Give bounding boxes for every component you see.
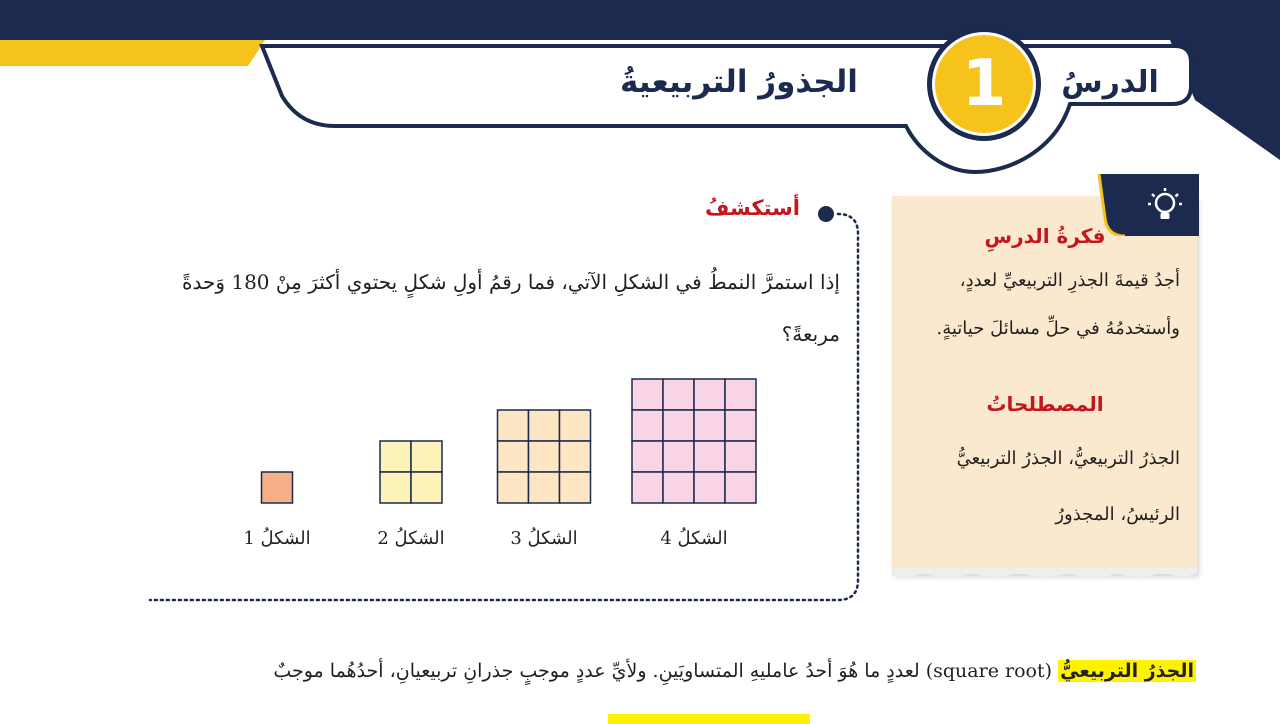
unit-square [694, 441, 725, 472]
unit-square [632, 441, 663, 472]
definition-paragraph [100, 652, 1196, 690]
unit-square [725, 410, 756, 441]
unit-square [725, 441, 756, 472]
figure-4-grid [632, 379, 756, 503]
unit-square [694, 410, 725, 441]
figure-1-grid [262, 472, 293, 503]
unit-square [498, 410, 529, 441]
figure-3-grid [498, 410, 591, 503]
figure-1-label: الشكلُ 1 [243, 528, 311, 549]
figure-2-grid [380, 441, 442, 503]
unit-square [380, 472, 411, 503]
unit-square [498, 472, 529, 503]
lesson-idea-line-2: وأستخدمُهُ في حلِّ مسائلَ حياتيةٍ. [936, 318, 1180, 339]
unit-square [529, 441, 560, 472]
unit-square [632, 379, 663, 410]
unit-square [632, 410, 663, 441]
unit-square [560, 441, 591, 472]
explore-heading: أستكشفُ [704, 196, 800, 220]
lesson-idea-heading: فكرةُ الدرسِ [984, 224, 1106, 248]
terms-heading: المصطلحاتُ [986, 392, 1104, 416]
unit-square [663, 379, 694, 410]
unit-square [380, 441, 411, 472]
lesson-title: الجذورُ التربيعيةُ [620, 64, 858, 100]
unit-square [694, 379, 725, 410]
unit-square [411, 472, 442, 503]
figure-4-label: الشكلُ 4 [660, 528, 728, 549]
unit-square [663, 472, 694, 503]
figure-2-label: الشكلُ 2 [377, 528, 445, 549]
unit-square [529, 472, 560, 503]
definition-english: (square root) [925, 660, 1053, 682]
definition-term: الجذرُ التربيعيُّ [1060, 660, 1194, 682]
unit-square [694, 472, 725, 503]
unit-square [663, 410, 694, 441]
figure-3-label: الشكلُ 3 [510, 528, 578, 549]
explore-question: إذا استمرَّ النمطُ في الشكلِ الآتي، فما رقمُ أولِ شكلٍ يحتوي أكثرَ مِنْ 180 وَحدةً مربعةً؟ [182, 270, 840, 346]
next-line-highlight [608, 714, 810, 724]
unit-square [725, 472, 756, 503]
unit-square [663, 441, 694, 472]
lesson-idea-line-1: أجدُ قيمةَ الجذرِ التربيعيِّ لعددٍ، [959, 270, 1180, 291]
lesson-number: 1 [961, 47, 1007, 121]
unit-square [560, 410, 591, 441]
unit-square [498, 441, 529, 472]
unit-square [529, 410, 560, 441]
card-torn-edge [892, 568, 1197, 582]
unit-square [262, 472, 293, 503]
lesson-label: الدرسُ [1061, 64, 1159, 100]
unit-square [411, 441, 442, 472]
unit-square [725, 379, 756, 410]
unit-square [632, 472, 663, 503]
unit-square [560, 472, 591, 503]
definition-text: لعددٍ ما هُوَ أحدُ عامليهِ المتساويَينِ. ولأيِّ عددٍ موجبٍ جذرانِ تربيعيانِ، أحدُهُما موجبٌ [273, 660, 920, 682]
terms-line-2: الرئيسُ، المجذورُ [1055, 504, 1180, 525]
terms-line-1: الجذرُ التربيعيُّ، الجذرُ التربيعيُّ [956, 448, 1180, 469]
